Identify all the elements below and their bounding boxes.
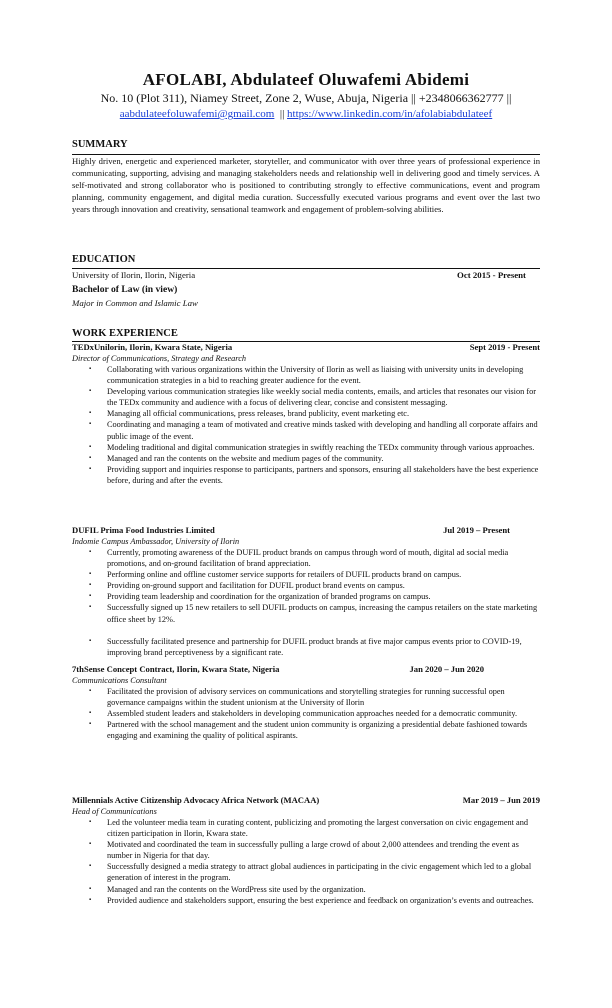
job-organization: TEDxUnilorin, Ilorin, Kwara State, Nigeria: [72, 342, 233, 352]
job-bullet: ▪ Currently, promoting awareness of the DUFIL product brands on campus through word of mouth, digital ad social media promotions, and on-ground facilitation of brand appreciation.: [72, 547, 540, 569]
work-heading: WORK EXPERIENCE: [72, 328, 178, 339]
job-bullet: ▪ Providing team leadership and coordination for the organization of branded programs on campus.: [72, 591, 540, 602]
job-bullet: ▪ Providing on-ground support and facilitation for DUFIL product brand events on campus.: [72, 580, 540, 591]
contact-links: [0, 108, 612, 120]
job-entry: [72, 525, 540, 658]
job-dates: Jan 2020 – Jun 2020: [409, 664, 484, 674]
job-bullet: ▪ Motivated and coordinated the team in successfully pulling a large crowd of about 2,000 attendees and trending the event as number in Nigeria for that day.: [72, 839, 540, 861]
job-role: Communications Consultant: [72, 676, 167, 685]
job-header: [72, 795, 540, 806]
job-dates: Mar 2019 – Jun 2019: [462, 795, 540, 805]
job-bullet: ▪ Managed and ran the contents on the WordPress site used by the organization.: [72, 884, 540, 895]
education-degree: Bachelor of Law (in view): [72, 284, 178, 295]
job-entry: [72, 664, 540, 741]
job-bullets: [72, 547, 540, 658]
job-bullets: [72, 364, 540, 486]
candidate-name: AFOLABI, Abdulateef Oluwafemi Abidemi: [142, 70, 470, 89]
linkedin-link[interactable]: https://www.linkedin.com/in/afolabiabdulateef: [287, 108, 493, 120]
education-row: [72, 270, 540, 280]
job-bullet: ▪ Led the volunteer media team in curating content, publicizing and promoting the largest conversation on civic engagement and citizen participation in Ilorin, Kwara state.: [72, 817, 540, 839]
link-separator: ||: [279, 108, 285, 120]
job-role: Head of Communications: [72, 807, 157, 816]
job-bullet: ▪ Facilitated the provision of advisory services on communications and storytelling strategies for running successful open governance campaigns within the student unionism at the University of Ilorin: [72, 686, 540, 708]
job-entry: [72, 795, 540, 906]
job-bullet: ▪ Managed and ran the contents on the website and medium pages of the community.: [72, 453, 540, 464]
job-dates: Sept 2019 - Present: [469, 342, 540, 352]
summary-text: Highly driven, energetic and experienced marketer, storyteller, and communicator with over three years of professional experience in communicating, supporting, advising and managing stakeholders needs and relationship well in delivering good and timely services. A self-motivated and strong collaborator who is positioned to contributing strongly to effective communications, event and program planning, community engagement, and digital media curation. Successfully executed various programs and event over the last two years through innovation and creativity, sensational teamwork and engagement of problem-solving abilities.: [72, 156, 540, 215]
education-major: Major in Common and Islamic Law: [72, 298, 198, 308]
job-bullet: ▪ Providing support and inquiries response to participants, partners and sponsors, ensuring all stakeholders have the best experience before, during and after the events.: [72, 464, 540, 486]
job-bullet: ▪ Assembled student leaders and stakeholders in developing communication approaches needed for a democratic community.: [72, 708, 540, 719]
job-bullet: ▪ Coordinating and managing a team of motivated and creative minds tasked with developing and handling all corporate affairs and public image of the event.: [72, 419, 540, 441]
job-bullet: ▪ Collaborating with various organizations within the University of Ilorin as well as liaising with university units in developing communication strategies in a bid to reaching greater audience for the event.: [72, 364, 540, 386]
education-divider: [72, 268, 540, 269]
job-dates: Jul 2019 – Present: [443, 525, 510, 535]
summary-heading: SUMMARY: [72, 139, 128, 150]
job-organization: DUFIL Prima Food Industries Limited: [72, 525, 215, 535]
job-header: [72, 342, 540, 353]
job-bullets: [72, 686, 540, 741]
job-bullet: ▪ Successfully designed a media strategy to attract global audiences in participating in the civic engagement which led to a global generation of interest in the program.: [72, 861, 540, 883]
job-role: Director of Communications, Strategy and Research: [72, 354, 247, 363]
job-bullet: ▪ Performing online and offline customer service supports for retailers of DUFIL products brand on campus.: [72, 569, 540, 580]
job-bullet: ▪ Modeling traditional and digital communication strategies in swiftly reaching the TEDx community through various approaches.: [72, 442, 540, 453]
job-bullet: ▪ Successfully signed up 15 new retailers to sell DUFIL products on campus, increasing the campus retailers on the state marketing office sheet by 12%.: [72, 602, 540, 624]
job-entry: [72, 342, 540, 486]
education-school: University of Ilorin, Ilorin, Nigeria: [72, 270, 196, 280]
job-bullet: ▪ Provided audience and stakeholders support, ensuring the best experience and feedback on organization’s events and outreaches.: [72, 895, 540, 906]
contact-address: No. 10 (Plot 311), Niamey Street, Zone 2, Wuse, Abuja, Nigeria || +2348066362777 ||: [100, 91, 512, 105]
job-bullet: ▪ Successfully facilitated presence and partnership for DUFIL product brands at five major campus events prior to COVID-19, improving brand perceptiveness by a significant rate.: [72, 636, 540, 658]
job-role: Indomie Campus Ambassador, University of Ilorin: [72, 537, 240, 546]
education-heading: EDUCATION: [72, 254, 136, 265]
job-organization: Millennials Active Citizenship Advocacy Africa Network (MACAA): [72, 795, 320, 805]
job-organization: 7thSense Concept Contract, Ilorin, Kwara State, Nigeria: [72, 664, 280, 674]
job-bullet: ▪ Partnered with the school management and the student union community is organizing a presidential debate fashioned towards engaging and examining the quality of political aspirants.: [72, 719, 540, 741]
education-dates: Oct 2015 - Present: [457, 270, 526, 280]
job-bullet: ▪ Managing all official communications, press releases, brand publicity, event marketing etc.: [72, 408, 540, 419]
job-bullet: ▪ Developing various communication strategies like weekly social media contents, emails, and articles that resonates our vision for the TEDx community and audience with a focus of delivering clear, concise and consistent messaging.: [72, 386, 540, 408]
job-header: [72, 525, 540, 536]
email-link[interactable]: aabdulateefoluwafemi@gmail.com: [119, 108, 275, 120]
job-bullets: [72, 817, 540, 906]
job-header: [72, 664, 540, 675]
